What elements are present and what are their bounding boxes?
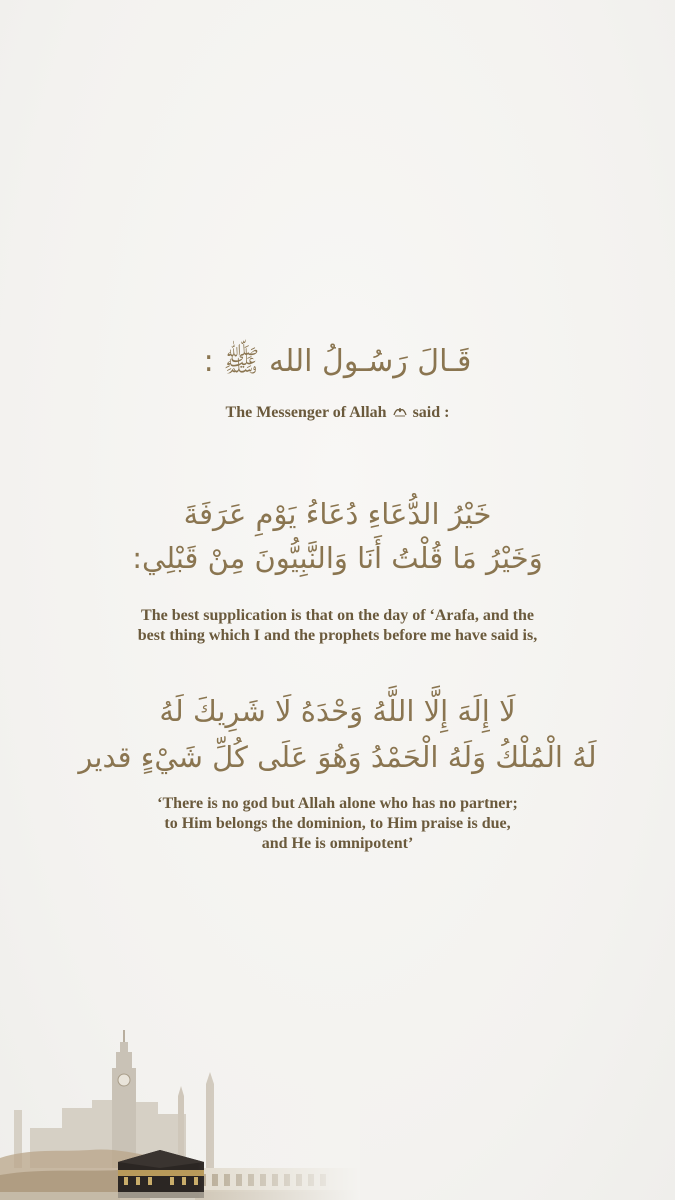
tahlil-english-line-2: to Him belongs the dominion, to Him praise is due,: [164, 815, 511, 832]
hadith-arabic-line-2: وَخَيْرُ مَا قُلْتُ أَنَا وَالنَّبِيُّونَ مِنْ قَبْلِي:: [132, 541, 543, 575]
hadith-english-line-1: The best supplication is that on the day of ‘Arafa, and the: [141, 607, 534, 624]
salawat-icon: [393, 406, 407, 418]
hadith-english: [40, 606, 635, 646]
tahlil-arabic-line-2: لَهُ الْمُلْكُ وَلَهُ الْحَمْدُ وَهُوَ عَلَى كُلِّ شَيْءٍ قدير: [78, 740, 597, 774]
hadith-english-line-2: best thing which I and the prophets before me have said is,: [137, 627, 538, 644]
tahlil-english-line-1: ‘There is no god but Allah alone who has no partner;: [157, 795, 518, 812]
heading-english: [40, 402, 635, 424]
hadith-arabic-line-1: خَيْرُ الدُّعَاءِ دُعَاءُ يَوْمِ عَرَفَةَ: [183, 497, 492, 531]
mecca-kaaba-illustration: [0, 1030, 360, 1200]
heading-english-prefix: The Messenger of Allah: [225, 404, 387, 421]
heading-english-suffix: said :: [412, 404, 450, 421]
heading-arabic-text: قَـالَ رَسُـولُ الله ﷺ :: [203, 344, 472, 379]
tahlil-arabic: [40, 688, 635, 780]
tahlil-english: [40, 794, 635, 854]
hadith-arabic: [40, 492, 635, 580]
heading-arabic: [40, 342, 635, 382]
tahlil-english-line-3: and He is omnipotent’: [261, 835, 414, 852]
tahlil-arabic-line-1: لَا إِلَهَ إِلَّا اللَّهُ وَحْدَهُ لَا شَرِيكَ لَهُ: [159, 694, 516, 728]
